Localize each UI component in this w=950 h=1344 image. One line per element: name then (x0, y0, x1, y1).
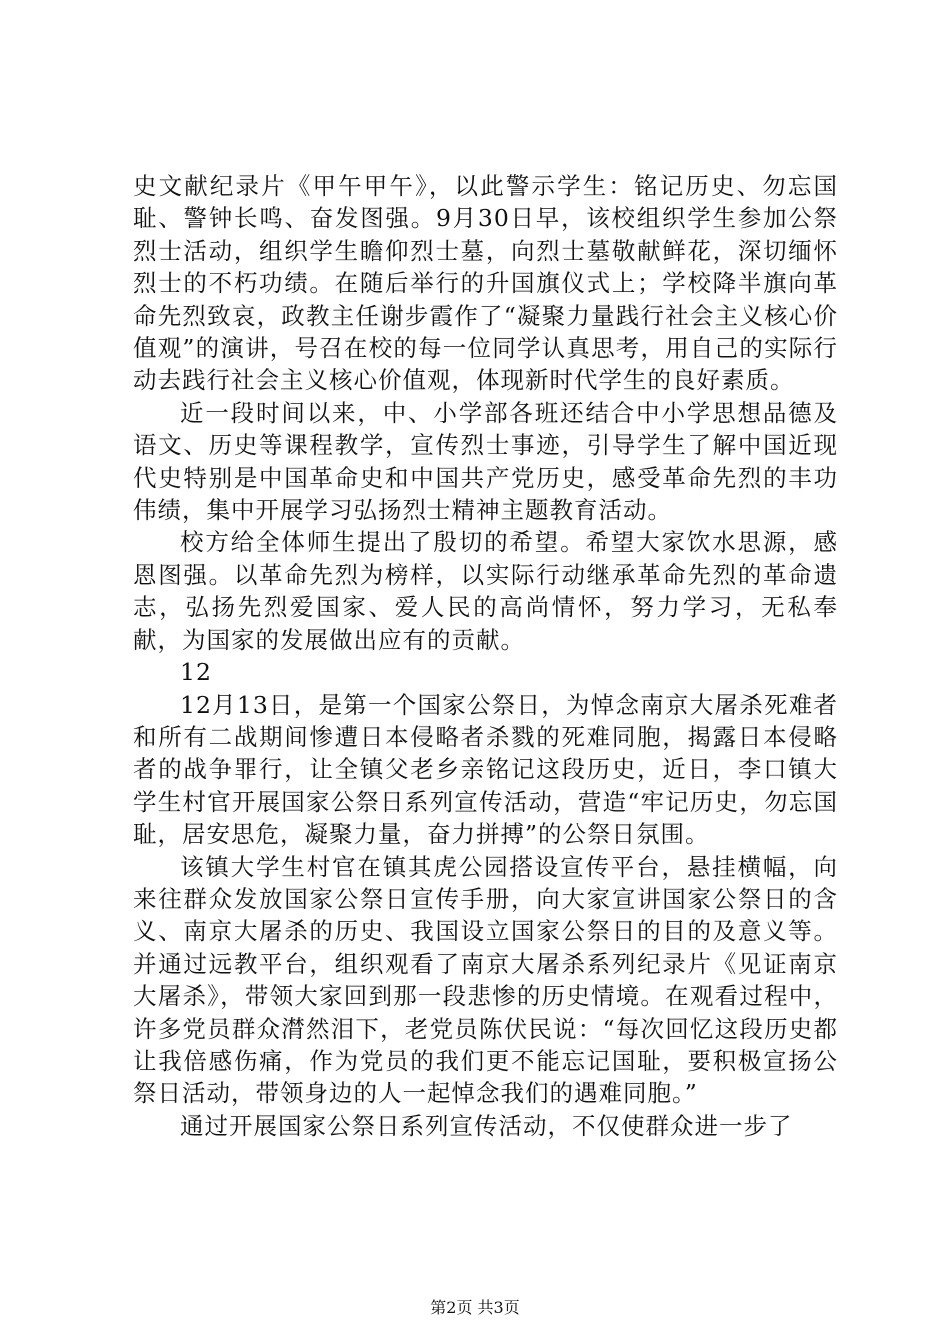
page-footer: 第2页 共3页 (430, 1298, 520, 1317)
paragraph: 校方给全体师生提出了殷切的希望。希望大家饮水思源，感恩图强。以革命先烈为榜样，以实际行动继承革命先烈的革命遗志，弘扬先烈爱国家、爱人民的高尚情怀，努力学习，无私奉献，为国家的发展做出应有的贡献。 (133, 528, 838, 654)
section-number: 12 (180, 658, 212, 687)
paragraph: 近一段时间以来，中、小学部各班还结合中小学思想品德及语文、历史等课程教学，宣传烈士事迹，引导学生了解中国近现代史特别是中国革命史和中国共产党历史，感受革命先烈的丰功伟绩，集中开展学习弘扬烈士精神主题教育活动。 (133, 398, 838, 525)
paragraph: 12月13日，是第一个国家公祭日，为悼念南京大屠杀死难者和所有二战期间惨遭日本侵略者杀戮的死难同胞，揭露日本侵略者的战争罪行，让全镇父老乡亲铭记这段历史，近日，李口镇大学生村官开展国家公祭日系列宣传活动，营造“牢记历史，勿忘国耻，居安思危，凝聚力量，奋力拼搏”的公祭日氛围。 (133, 690, 838, 849)
paragraph-truncated: 通过开展国家公祭日系列宣传活动，不仅使群众进一步了 (180, 1111, 793, 1140)
document-body (133, 170, 838, 1142)
paragraph: 该镇大学生村官在镇其虎公园搭设宣传平台，悬挂横幅，向来往群众发放国家公祭日宣传手册，向大家宣讲国家公祭日的含义、南京大屠杀的历史、我国设立国家公祭日的目的及意义等。并通过远教平台，组织观看了南京大屠杀系列纪录片《见证南京大屠杀》，带领大家回到那一段悲惨的历史情境。在观看过程中，许多党员群众潸然泪下，老党员陈伏民说：“每次回忆这段历史都让我倍感伤痛，作为党员的我们更不能忘记国耻，要积极宣扬公祭日活动，带领身边的人一起悼念我们的遇难同胞。” (133, 852, 838, 1108)
paragraph-continued: 史文献纪录片《甲午甲午》，以此警示学生：铭记历史、勿忘国耻、警钟长鸣、奋发图强。9月30日早，该校组织学生参加公祭烈士活动，组织学生瞻仰烈士墓，向烈士墓敬献鲜花，深切缅怀烈士的不朽功绩。在随后举行的升国旗仪式上；学校降半旗向革命先烈致哀，政教主任谢步霞作了“凝聚力量践行社会主义核心价值观”的演讲，号召在校的每一位同学认真思考，用自己的实际行动去践行社会主义核心价值观，体现新时代学生的良好素质。 (133, 172, 838, 395)
